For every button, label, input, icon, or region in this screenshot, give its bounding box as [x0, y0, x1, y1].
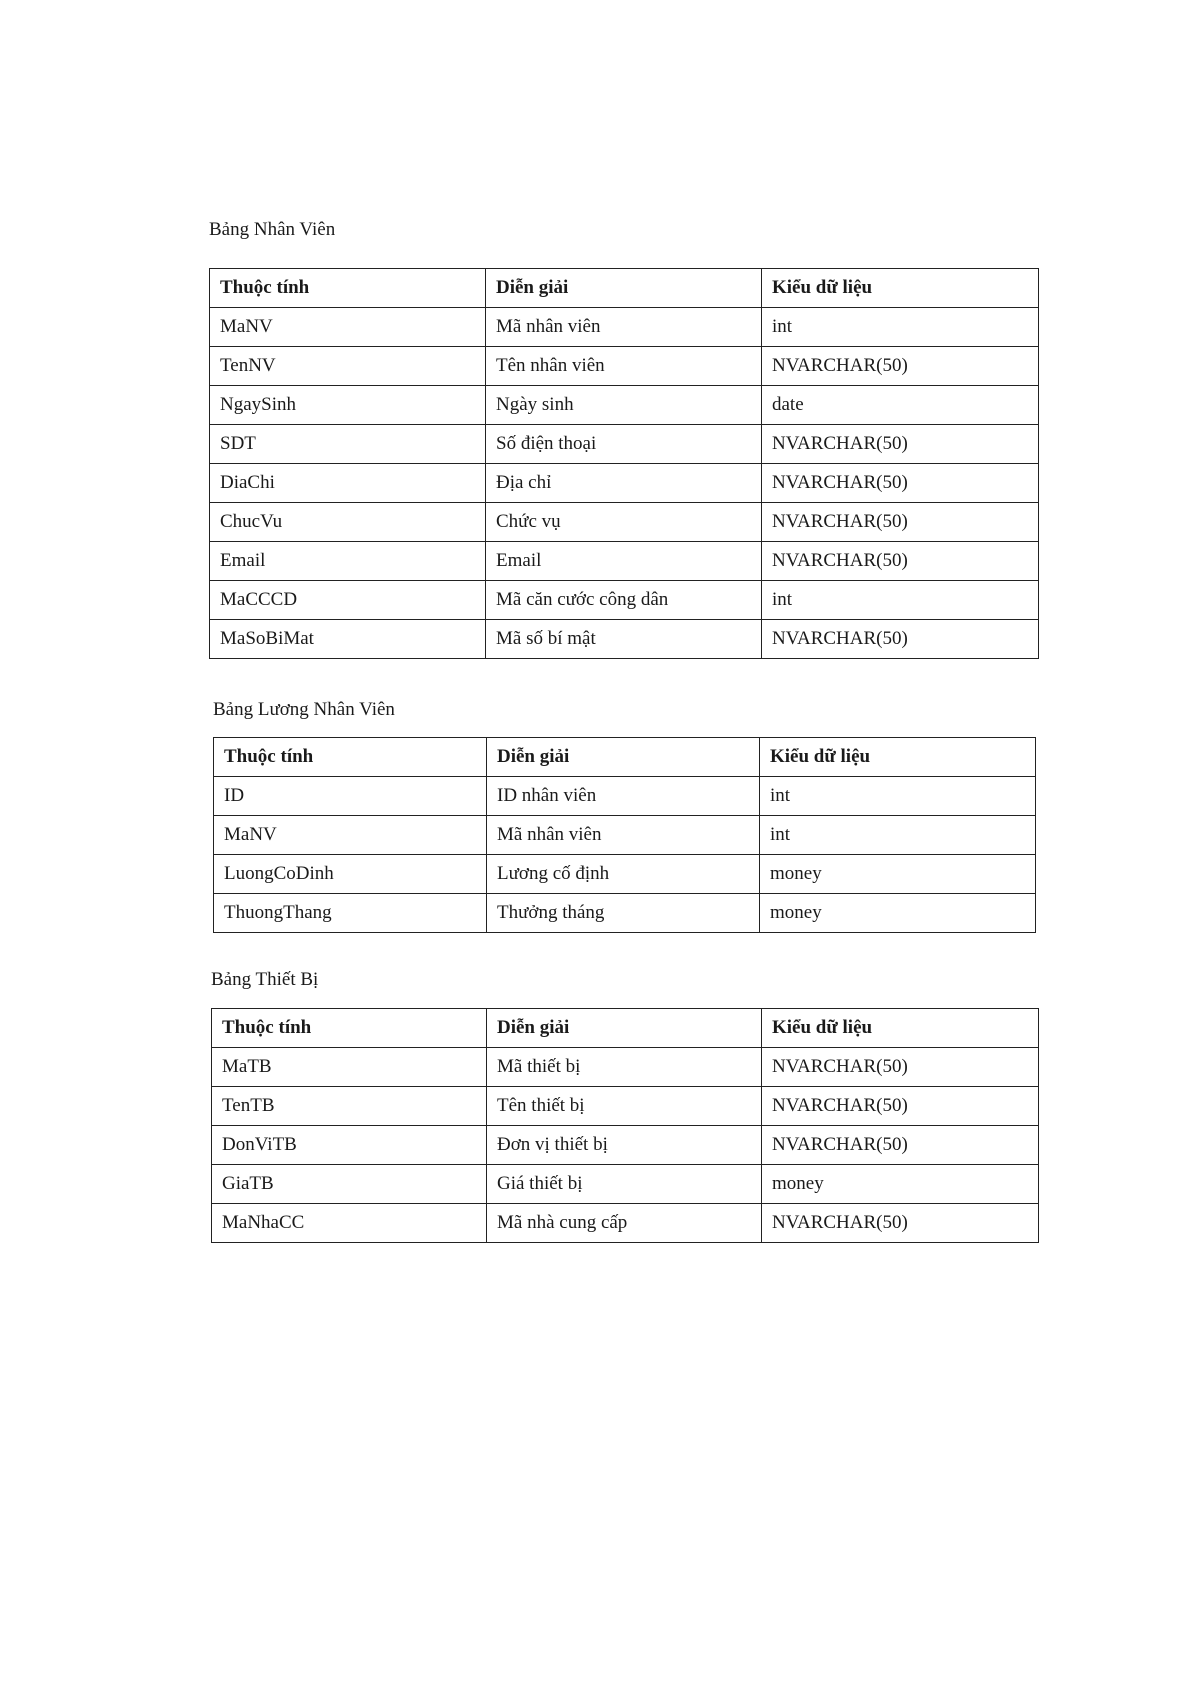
- table-row: [210, 386, 1039, 425]
- cell: ThuongThang: [214, 894, 487, 933]
- cell: money: [760, 894, 1036, 933]
- table-luong-nhan-vien: [213, 737, 1036, 933]
- cell: NVARCHAR(50): [762, 425, 1039, 464]
- cell: Mã nhân viên: [487, 816, 760, 855]
- cell: NVARCHAR(50): [762, 464, 1039, 503]
- table-row: [210, 581, 1039, 620]
- table-caption-luong-nhan-vien: Bảng Lương Nhân Viên: [213, 699, 395, 720]
- cell: Thưởng tháng: [487, 894, 760, 933]
- cell: LuongCoDinh: [214, 855, 487, 894]
- cell: NVARCHAR(50): [762, 620, 1039, 659]
- table-row: [212, 1165, 1039, 1204]
- table-header-row: [212, 1009, 1039, 1048]
- table-row: [210, 503, 1039, 542]
- cell: Địa chỉ: [486, 464, 762, 503]
- table-row: [210, 347, 1039, 386]
- header-cell: Thuộc tính: [212, 1009, 487, 1048]
- cell: Mã nhân viên: [486, 308, 762, 347]
- table-row: [214, 777, 1036, 816]
- cell: SDT: [210, 425, 486, 464]
- cell: MaNhaCC: [212, 1204, 487, 1243]
- table-row: [210, 464, 1039, 503]
- table-caption-thiet-bi: Bảng Thiết Bị: [211, 969, 319, 990]
- cell: NVARCHAR(50): [762, 1087, 1039, 1126]
- cell: Mã nhà cung cấp: [487, 1204, 762, 1243]
- cell: Email: [486, 542, 762, 581]
- cell: Mã thiết bị: [487, 1048, 762, 1087]
- header-cell: Kiểu dữ liệu: [760, 738, 1036, 777]
- cell: Số điện thoại: [486, 425, 762, 464]
- cell: Email: [210, 542, 486, 581]
- header-cell: Kiểu dữ liệu: [762, 1009, 1039, 1048]
- cell: ChucVu: [210, 503, 486, 542]
- cell: int: [760, 816, 1036, 855]
- cell: NVARCHAR(50): [762, 1204, 1039, 1243]
- cell: NVARCHAR(50): [762, 503, 1039, 542]
- cell: NVARCHAR(50): [762, 1126, 1039, 1165]
- cell: money: [762, 1165, 1039, 1204]
- cell: MaNV: [214, 816, 487, 855]
- table-row: [214, 855, 1036, 894]
- cell: int: [762, 581, 1039, 620]
- table-header-row: [214, 738, 1036, 777]
- cell: MaSoBiMat: [210, 620, 486, 659]
- cell: Mã căn cước công dân: [486, 581, 762, 620]
- cell: Ngày sinh: [486, 386, 762, 425]
- cell: Tên thiết bị: [487, 1087, 762, 1126]
- cell: money: [760, 855, 1036, 894]
- cell: Chức vụ: [486, 503, 762, 542]
- header-cell: Diễn giải: [487, 738, 760, 777]
- table-row: [210, 308, 1039, 347]
- cell: TenNV: [210, 347, 486, 386]
- cell: Giá thiết bị: [487, 1165, 762, 1204]
- table-row: [210, 620, 1039, 659]
- header-cell: Thuộc tính: [210, 269, 486, 308]
- table-row: [210, 542, 1039, 581]
- table-caption-nhan-vien: Bảng Nhân Viên: [209, 219, 336, 240]
- table-row: [210, 425, 1039, 464]
- table-row: [214, 816, 1036, 855]
- cell: MaCCCD: [210, 581, 486, 620]
- cell: NgaySinh: [210, 386, 486, 425]
- table-row: [214, 894, 1036, 933]
- header-cell: Diễn giải: [486, 269, 762, 308]
- table-row: [212, 1204, 1039, 1243]
- cell: date: [762, 386, 1039, 425]
- cell: Mã số bí mật: [486, 620, 762, 659]
- header-cell: Diễn giải: [487, 1009, 762, 1048]
- table-nhan-vien: [209, 268, 1039, 659]
- cell: MaTB: [212, 1048, 487, 1087]
- cell: ID nhân viên: [487, 777, 760, 816]
- table-row: [212, 1126, 1039, 1165]
- table-row: [212, 1048, 1039, 1087]
- table-thiet-bi: [211, 1008, 1039, 1243]
- cell: NVARCHAR(50): [762, 542, 1039, 581]
- cell: Đơn vị thiết bị: [487, 1126, 762, 1165]
- cell: MaNV: [210, 308, 486, 347]
- cell: ID: [214, 777, 487, 816]
- cell: TenTB: [212, 1087, 487, 1126]
- cell: Lương cố định: [487, 855, 760, 894]
- table-header-row: [210, 269, 1039, 308]
- cell: int: [762, 308, 1039, 347]
- cell: NVARCHAR(50): [762, 1048, 1039, 1087]
- header-cell: Thuộc tính: [214, 738, 487, 777]
- cell: int: [760, 777, 1036, 816]
- cell: Tên nhân viên: [486, 347, 762, 386]
- cell: GiaTB: [212, 1165, 487, 1204]
- header-cell: Kiểu dữ liệu: [762, 269, 1039, 308]
- cell: DonViTB: [212, 1126, 487, 1165]
- cell: NVARCHAR(50): [762, 347, 1039, 386]
- cell: DiaChi: [210, 464, 486, 503]
- table-row: [212, 1087, 1039, 1126]
